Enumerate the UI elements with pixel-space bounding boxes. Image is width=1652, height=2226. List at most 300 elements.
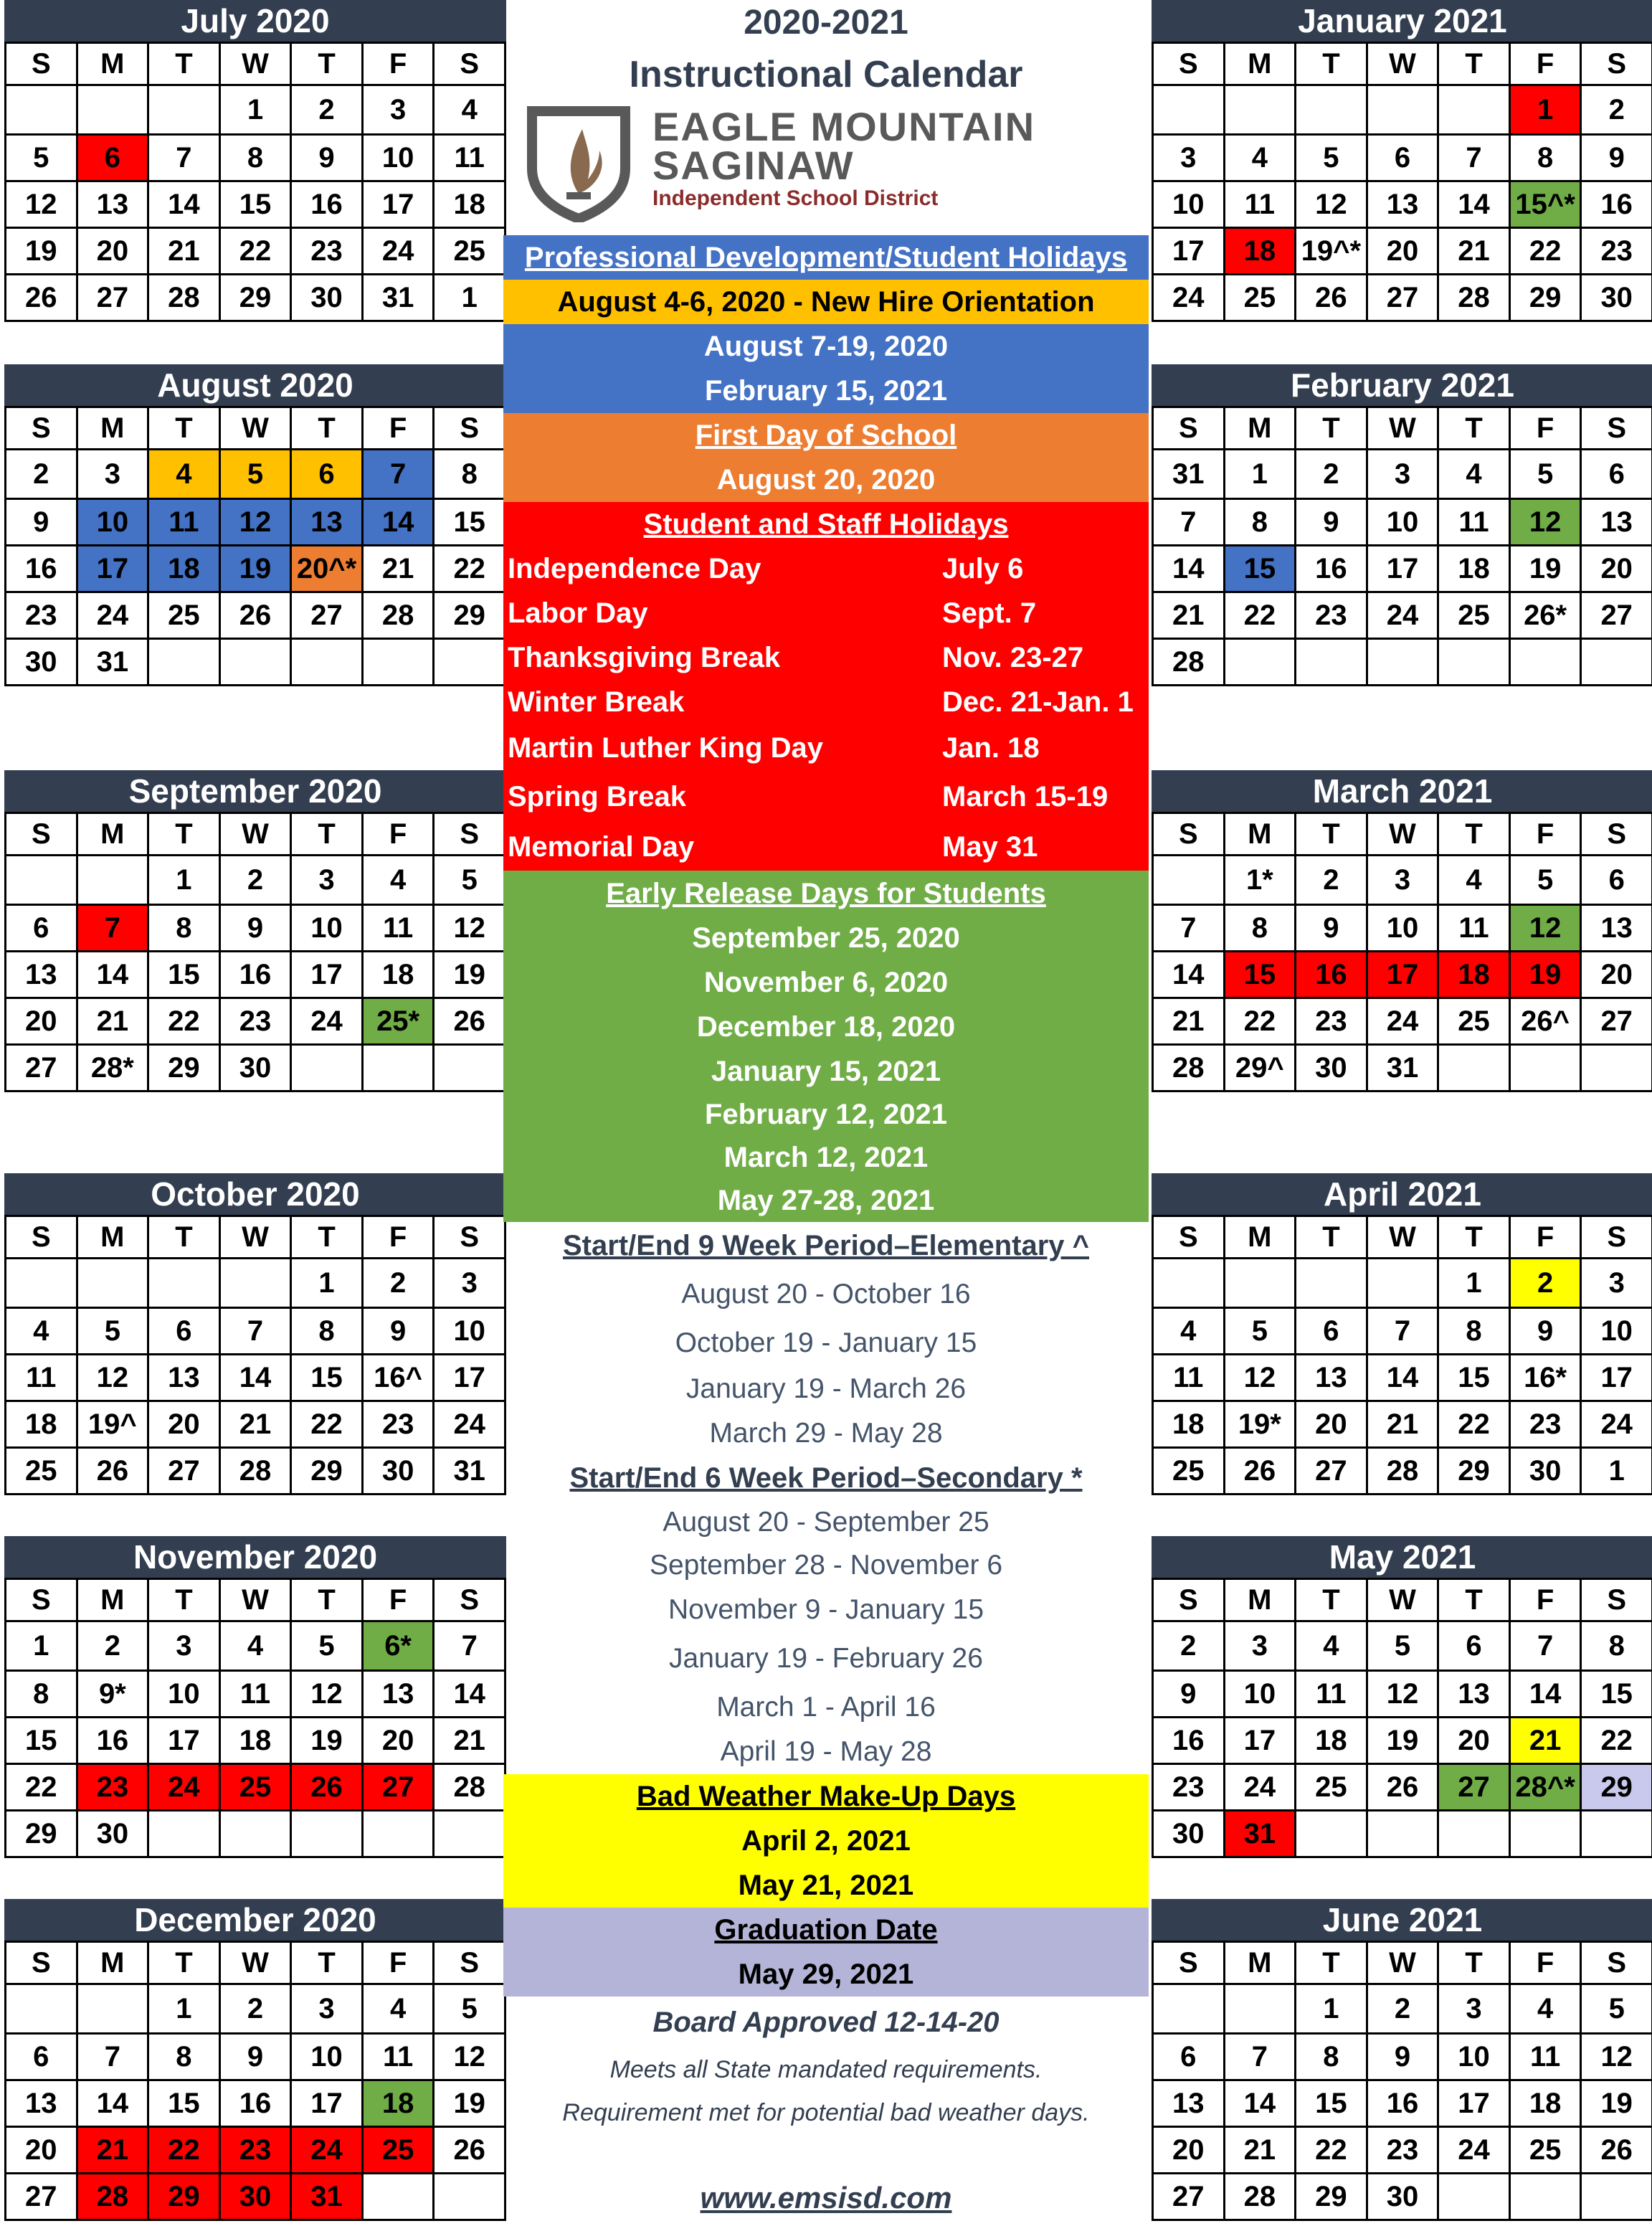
day-cell: 31 <box>77 639 148 686</box>
empty-day-cell <box>434 639 505 686</box>
day-cell: 15 <box>6 1718 77 1764</box>
empty-day-cell <box>1438 1045 1510 1091</box>
day-cell: 15 <box>1224 952 1296 998</box>
empty-day-cell <box>434 1045 505 1091</box>
day-cell: 21 <box>1509 1718 1581 1764</box>
day-cell: 16 <box>219 2080 291 2127</box>
month-calendar <box>1152 1173 1652 1495</box>
day-cell: 10 <box>291 2034 363 2080</box>
weekday-label: F <box>1509 1579 1581 1621</box>
week-row <box>6 592 505 639</box>
day-cell: 28^* <box>1509 1764 1581 1811</box>
day-cell: 18 <box>362 2080 434 2127</box>
day-cell: 21 <box>1224 2127 1296 2174</box>
day-cell: 31 <box>1153 450 1225 499</box>
week-row <box>1153 450 1652 499</box>
day-cell: 6 <box>1296 1308 1367 1355</box>
day-cell: 9 <box>1367 2034 1438 2080</box>
day-cell: 24 <box>1367 592 1438 639</box>
day-cell: 24 <box>1224 1764 1296 1811</box>
day-cell: 10 <box>1581 1308 1652 1355</box>
day-cell: 27 <box>148 1448 220 1495</box>
logo-line-3: Independent School District <box>652 186 939 210</box>
weekday-label: T <box>291 1216 363 1259</box>
weekday-label: F <box>1509 407 1581 450</box>
day-cell: 10 <box>148 1671 220 1718</box>
weekday-label: W <box>1367 1216 1438 1259</box>
elementary-period: October 19 - January 15 <box>675 1327 977 1358</box>
empty-day-cell <box>148 639 220 686</box>
day-cell: 12 <box>1296 181 1367 228</box>
day-cell: 4 <box>362 856 434 905</box>
day-cell: 24 <box>291 2127 363 2174</box>
week-row <box>1153 1984 1652 2034</box>
weekday-row <box>1153 813 1652 856</box>
week-row <box>6 639 505 686</box>
day-cell: 25 <box>6 1448 77 1495</box>
day-cell: 12 <box>1581 2034 1652 2080</box>
day-cell: 27 <box>1581 998 1652 1045</box>
weekday-label: F <box>1509 43 1581 85</box>
day-cell: 17 <box>291 952 363 998</box>
weekday-label: M <box>1224 1942 1296 1984</box>
month-title: January 2021 <box>1152 0 1652 42</box>
day-cell: 26^ <box>1509 998 1581 1045</box>
empty-day-cell <box>1224 639 1296 686</box>
day-cell: 20 <box>148 1401 220 1448</box>
day-cell: 24 <box>1153 275 1225 321</box>
day-cell: 12 <box>434 2034 505 2080</box>
weekday-label: W <box>1367 43 1438 85</box>
website-link[interactable]: www.emsisd.com <box>700 2181 952 2215</box>
day-cell: 30 <box>1296 1045 1367 1091</box>
weekday-row <box>6 1942 505 1984</box>
weekday-label: T <box>1296 1942 1367 1984</box>
day-cell: 8 <box>1224 499 1296 546</box>
day-cell: 10 <box>434 1308 505 1355</box>
day-cell: 20 <box>6 998 77 1045</box>
week-row <box>1153 275 1652 321</box>
day-cell: 30 <box>291 275 363 321</box>
day-cell: 26 <box>434 998 505 1045</box>
day-cell: 4 <box>1224 135 1296 181</box>
weekday-label: T <box>1438 1216 1510 1259</box>
week-row <box>6 1401 505 1448</box>
weekday-label: F <box>362 43 434 85</box>
day-cell: 5 <box>1509 856 1581 905</box>
week-row <box>6 1984 505 2034</box>
weekday-label: T <box>148 1942 220 1984</box>
week-row <box>1153 85 1652 135</box>
day-cell: 25* <box>362 998 434 1045</box>
week-row <box>6 1764 505 1811</box>
day-cell: 20 <box>1581 546 1652 592</box>
day-cell: 25 <box>1438 592 1510 639</box>
week-row <box>6 2174 505 2220</box>
day-cell: 18 <box>1438 546 1510 592</box>
day-cell: 12 <box>1367 1671 1438 1718</box>
day-cell: 25 <box>1224 275 1296 321</box>
day-cell: 28 <box>1438 275 1510 321</box>
day-cell: 10 <box>1153 181 1225 228</box>
month-calendar <box>1152 1899 1652 2221</box>
day-cell: 26 <box>6 275 77 321</box>
secondary-period: January 19 - February 26 <box>669 1643 983 1674</box>
day-cell: 29 <box>6 1811 77 1857</box>
day-cell: 19^ <box>77 1401 148 1448</box>
week-row <box>1153 952 1652 998</box>
day-cell: 7 <box>1509 1621 1581 1671</box>
day-cell: 3 <box>1224 1621 1296 1671</box>
day-cell: 14 <box>1367 1355 1438 1401</box>
logo-line-2: SAGINAW <box>652 143 855 188</box>
week-row <box>1153 905 1652 952</box>
day-cell: 21 <box>1367 1401 1438 1448</box>
day-cell: 13 <box>1367 181 1438 228</box>
day-cell: 9 <box>219 2034 291 2080</box>
day-cell: 1 <box>1438 1259 1510 1308</box>
weekday-label: F <box>1509 813 1581 856</box>
weekday-label: F <box>362 1942 434 1984</box>
week-row <box>1153 2034 1652 2080</box>
weekday-label: W <box>219 1942 291 1984</box>
day-cell: 29^ <box>1224 1045 1296 1091</box>
day-cell: 25 <box>1153 1448 1225 1495</box>
day-cell: 3 <box>291 856 363 905</box>
day-cell: 18 <box>219 1718 291 1764</box>
day-cell: 23 <box>1296 592 1367 639</box>
day-cell: 11 <box>148 499 220 546</box>
weekday-label: T <box>148 1216 220 1259</box>
day-cell: 30 <box>6 639 77 686</box>
day-cell: 16 <box>1296 952 1367 998</box>
month-grid <box>4 812 506 1092</box>
day-cell: 19 <box>434 2080 505 2127</box>
early-release-date: September 25, 2020 <box>692 922 960 954</box>
weekday-label: F <box>362 1216 434 1259</box>
weekday-label: M <box>1224 1579 1296 1621</box>
month-grid <box>4 1578 506 1858</box>
month-grid <box>1152 812 1652 1092</box>
day-cell: 27 <box>1581 592 1652 639</box>
month-title: April 2021 <box>1152 1173 1652 1215</box>
week-row <box>6 2034 505 2080</box>
pd-date: February 15, 2021 <box>503 369 1149 413</box>
secondary-period: September 28 - November 6 <box>649 1550 1003 1581</box>
day-cell: 19 <box>291 1718 363 1764</box>
day-cell: 29 <box>148 1045 220 1091</box>
day-cell: 9 <box>1296 499 1367 546</box>
weekday-label: M <box>1224 407 1296 450</box>
day-cell: 28 <box>362 592 434 639</box>
weekday-label: T <box>291 1942 363 1984</box>
day-cell: 24 <box>291 998 363 1045</box>
day-cell: 17 <box>148 1718 220 1764</box>
week-row <box>1153 181 1652 228</box>
weekday-label: S <box>1581 1216 1652 1259</box>
week-row <box>6 135 505 181</box>
day-cell: 28 <box>434 1764 505 1811</box>
day-cell: 14 <box>219 1355 291 1401</box>
month-title: October 2020 <box>4 1173 506 1215</box>
day-cell: 9 <box>1153 1671 1225 1718</box>
weekday-row <box>1153 1579 1652 1621</box>
day-cell: 6 <box>291 450 363 499</box>
weekday-label: T <box>1438 1942 1510 1984</box>
day-cell: 6 <box>77 135 148 181</box>
week-row <box>6 1671 505 1718</box>
day-cell: 30 <box>77 1811 148 1857</box>
day-cell: 1 <box>1224 450 1296 499</box>
day-cell: 28 <box>1224 2174 1296 2220</box>
day-cell: 25 <box>362 2127 434 2174</box>
day-cell: 9 <box>291 135 363 181</box>
day-cell: 10 <box>77 499 148 546</box>
day-cell: 2 <box>1296 856 1367 905</box>
day-cell: 1 <box>6 1621 77 1671</box>
week-row <box>6 998 505 1045</box>
day-cell: 7 <box>1153 905 1225 952</box>
week-row <box>6 1621 505 1671</box>
weekday-label: S <box>6 43 77 85</box>
weekday-label: S <box>6 1216 77 1259</box>
week-row <box>1153 546 1652 592</box>
month-title: November 2020 <box>4 1536 506 1578</box>
day-cell: 28 <box>1153 639 1225 686</box>
weekday-label: T <box>1438 813 1510 856</box>
day-cell: 9 <box>1296 905 1367 952</box>
day-cell: 15 <box>148 952 220 998</box>
day-cell: 7 <box>1153 499 1225 546</box>
day-cell: 19* <box>1224 1401 1296 1448</box>
empty-day-cell <box>434 2174 505 2220</box>
day-cell: 18 <box>434 181 505 228</box>
weekday-label: M <box>77 1216 148 1259</box>
day-cell: 13 <box>1581 905 1652 952</box>
empty-day-cell <box>77 1984 148 2034</box>
month-grid <box>1152 1941 1652 2221</box>
week-row <box>1153 1811 1652 1857</box>
day-cell: 23 <box>1509 1401 1581 1448</box>
empty-day-cell <box>1438 2174 1510 2220</box>
day-cell: 6 <box>1581 856 1652 905</box>
week-row <box>6 1811 505 1857</box>
empty-day-cell <box>1509 639 1581 686</box>
day-cell: 11 <box>1296 1671 1367 1718</box>
day-cell: 16 <box>1581 181 1652 228</box>
week-row <box>1153 499 1652 546</box>
weekday-label: S <box>1581 813 1652 856</box>
weekday-label: S <box>1581 43 1652 85</box>
day-cell: 23 <box>219 998 291 1045</box>
day-cell: 17 <box>77 546 148 592</box>
day-cell: 25 <box>148 592 220 639</box>
torch-shield-icon <box>525 100 632 222</box>
day-cell: 26 <box>77 1448 148 1495</box>
weekday-label: M <box>77 1579 148 1621</box>
day-cell: 24 <box>1367 998 1438 1045</box>
day-cell: 20 <box>1153 2127 1225 2174</box>
weekday-label: S <box>1581 1942 1652 1984</box>
secondary-period: November 9 - January 15 <box>668 1594 984 1625</box>
day-cell: 29 <box>434 592 505 639</box>
day-cell: 10 <box>1438 2034 1510 2080</box>
weekday-label: T <box>1438 407 1510 450</box>
day-cell: 4 <box>148 450 220 499</box>
empty-day-cell <box>148 1811 220 1857</box>
empty-day-cell <box>219 639 291 686</box>
day-cell: 20 <box>1438 1718 1510 1764</box>
day-cell: 12 <box>291 1671 363 1718</box>
empty-day-cell <box>1367 85 1438 135</box>
empty-day-cell <box>1438 639 1510 686</box>
day-cell: 1 <box>434 275 505 321</box>
empty-day-cell <box>148 85 220 135</box>
week-row <box>6 85 505 135</box>
day-cell: 8 <box>1296 2034 1367 2080</box>
day-cell: 8 <box>291 1308 363 1355</box>
weekday-label: W <box>219 407 291 450</box>
day-cell: 30 <box>1509 1448 1581 1495</box>
month-grid <box>1152 1215 1652 1495</box>
holiday-row: Independence Day July 6 <box>508 552 1024 584</box>
day-cell: 27 <box>1153 2174 1225 2220</box>
day-cell: 16* <box>1509 1355 1581 1401</box>
day-cell: 6 <box>148 1308 220 1355</box>
day-cell: 20 <box>6 2127 77 2174</box>
month-grid <box>1152 42 1652 322</box>
weekday-label: S <box>1153 1942 1225 1984</box>
day-cell: 9 <box>219 905 291 952</box>
day-cell: 31 <box>1367 1045 1438 1091</box>
empty-day-cell <box>1296 85 1367 135</box>
week-row <box>1153 639 1652 686</box>
day-cell: 3 <box>1367 450 1438 499</box>
day-cell: 22 <box>1224 998 1296 1045</box>
weekday-label: S <box>1581 1579 1652 1621</box>
day-cell: 11 <box>362 905 434 952</box>
day-cell: 11 <box>362 2034 434 2080</box>
day-cell: 30 <box>219 2174 291 2220</box>
day-cell: 6* <box>362 1621 434 1671</box>
day-cell: 3 <box>434 1259 505 1308</box>
day-cell: 27 <box>77 275 148 321</box>
day-cell: 23 <box>362 1401 434 1448</box>
month-calendar <box>4 770 506 1092</box>
bad-weather-date: April 2, 2021 <box>741 1824 911 1857</box>
holiday-row: Thanksgiving Break Nov. 23-27 <box>508 641 1084 673</box>
weekday-label: T <box>148 1579 220 1621</box>
weekday-label: T <box>1296 1579 1367 1621</box>
day-cell: 18 <box>1438 952 1510 998</box>
weekday-label: T <box>1296 43 1367 85</box>
day-cell: 24 <box>434 1401 505 1448</box>
day-cell: 14 <box>1509 1671 1581 1718</box>
week-row <box>6 1355 505 1401</box>
day-cell: 30 <box>362 1448 434 1495</box>
elementary-period: January 19 - March 26 <box>685 1373 967 1404</box>
day-cell: 20^* <box>291 546 363 592</box>
day-cell: 1 <box>291 1259 363 1308</box>
day-cell: 7 <box>434 1621 505 1671</box>
day-cell: 9 <box>362 1308 434 1355</box>
day-cell: 28 <box>219 1448 291 1495</box>
day-cell: 25 <box>1296 1764 1367 1811</box>
day-cell: 14 <box>1224 2080 1296 2127</box>
day-cell: 18 <box>1224 228 1296 275</box>
day-cell: 20 <box>1581 952 1652 998</box>
day-cell: 31 <box>434 1448 505 1495</box>
day-cell: 13 <box>77 181 148 228</box>
holiday-row: Winter Break Dec. 21-Jan. 1 <box>508 686 1134 718</box>
holiday-row: Spring Break March 15-19 <box>508 780 1109 813</box>
day-cell: 10 <box>291 905 363 952</box>
day-cell: 19 <box>1509 546 1581 592</box>
day-cell: 17 <box>1581 1355 1652 1401</box>
day-cell: 4 <box>1296 1621 1367 1671</box>
day-cell: 18 <box>6 1401 77 1448</box>
weekday-label: S <box>1153 43 1225 85</box>
weekday-label: S <box>6 1942 77 1984</box>
elementary-period: March 29 - May 28 <box>709 1418 943 1449</box>
day-cell: 22 <box>1438 1401 1510 1448</box>
empty-day-cell <box>1224 1984 1296 2034</box>
day-cell: 20 <box>1296 1401 1367 1448</box>
weekday-row <box>6 813 505 856</box>
board-approved: Board Approved 12-14-20 <box>652 2006 1000 2038</box>
empty-day-cell <box>77 85 148 135</box>
week-row <box>1153 1355 1652 1401</box>
day-cell: 7 <box>1438 135 1510 181</box>
day-cell: 3 <box>362 85 434 135</box>
week-row <box>6 1308 505 1355</box>
day-cell: 29 <box>291 1448 363 1495</box>
day-cell: 14 <box>1153 952 1225 998</box>
week-row <box>6 905 505 952</box>
month-calendar <box>1152 364 1652 686</box>
day-cell: 21 <box>362 546 434 592</box>
day-cell: 13 <box>1438 1671 1510 1718</box>
weekday-label: S <box>1153 1579 1225 1621</box>
weekday-label: S <box>6 813 77 856</box>
empty-day-cell <box>1296 639 1367 686</box>
holidays-heading: Student and Staff Holidays <box>643 508 1009 540</box>
day-cell: 14 <box>362 499 434 546</box>
holiday-row: Labor Day Sept. 7 <box>508 597 1037 629</box>
holiday-row: Martin Luther King Day Jan. 18 <box>508 731 1040 764</box>
calendar-title: Instructional Calendar <box>629 54 1023 95</box>
empty-day-cell <box>1581 2174 1652 2220</box>
empty-day-cell <box>1581 1811 1652 1857</box>
day-cell: 17 <box>1367 952 1438 998</box>
day-cell: 5 <box>1367 1621 1438 1671</box>
day-cell: 21 <box>77 998 148 1045</box>
day-cell: 14 <box>1153 546 1225 592</box>
month-title: June 2021 <box>1152 1899 1652 1941</box>
day-cell: 2 <box>362 1259 434 1308</box>
day-cell: 1 <box>148 856 220 905</box>
week-row <box>1153 592 1652 639</box>
first-day-date: August 20, 2020 <box>503 458 1149 502</box>
weekday-label: W <box>219 1216 291 1259</box>
weekday-label: F <box>1509 1942 1581 1984</box>
day-cell: 9 <box>1581 135 1652 181</box>
day-cell: 21 <box>77 2127 148 2174</box>
elementary-heading: Start/End 9 Week Period–Elementary ^ <box>562 1229 1089 1261</box>
day-cell: 5 <box>219 450 291 499</box>
empty-day-cell <box>291 1811 363 1857</box>
day-cell: 30 <box>1581 275 1652 321</box>
